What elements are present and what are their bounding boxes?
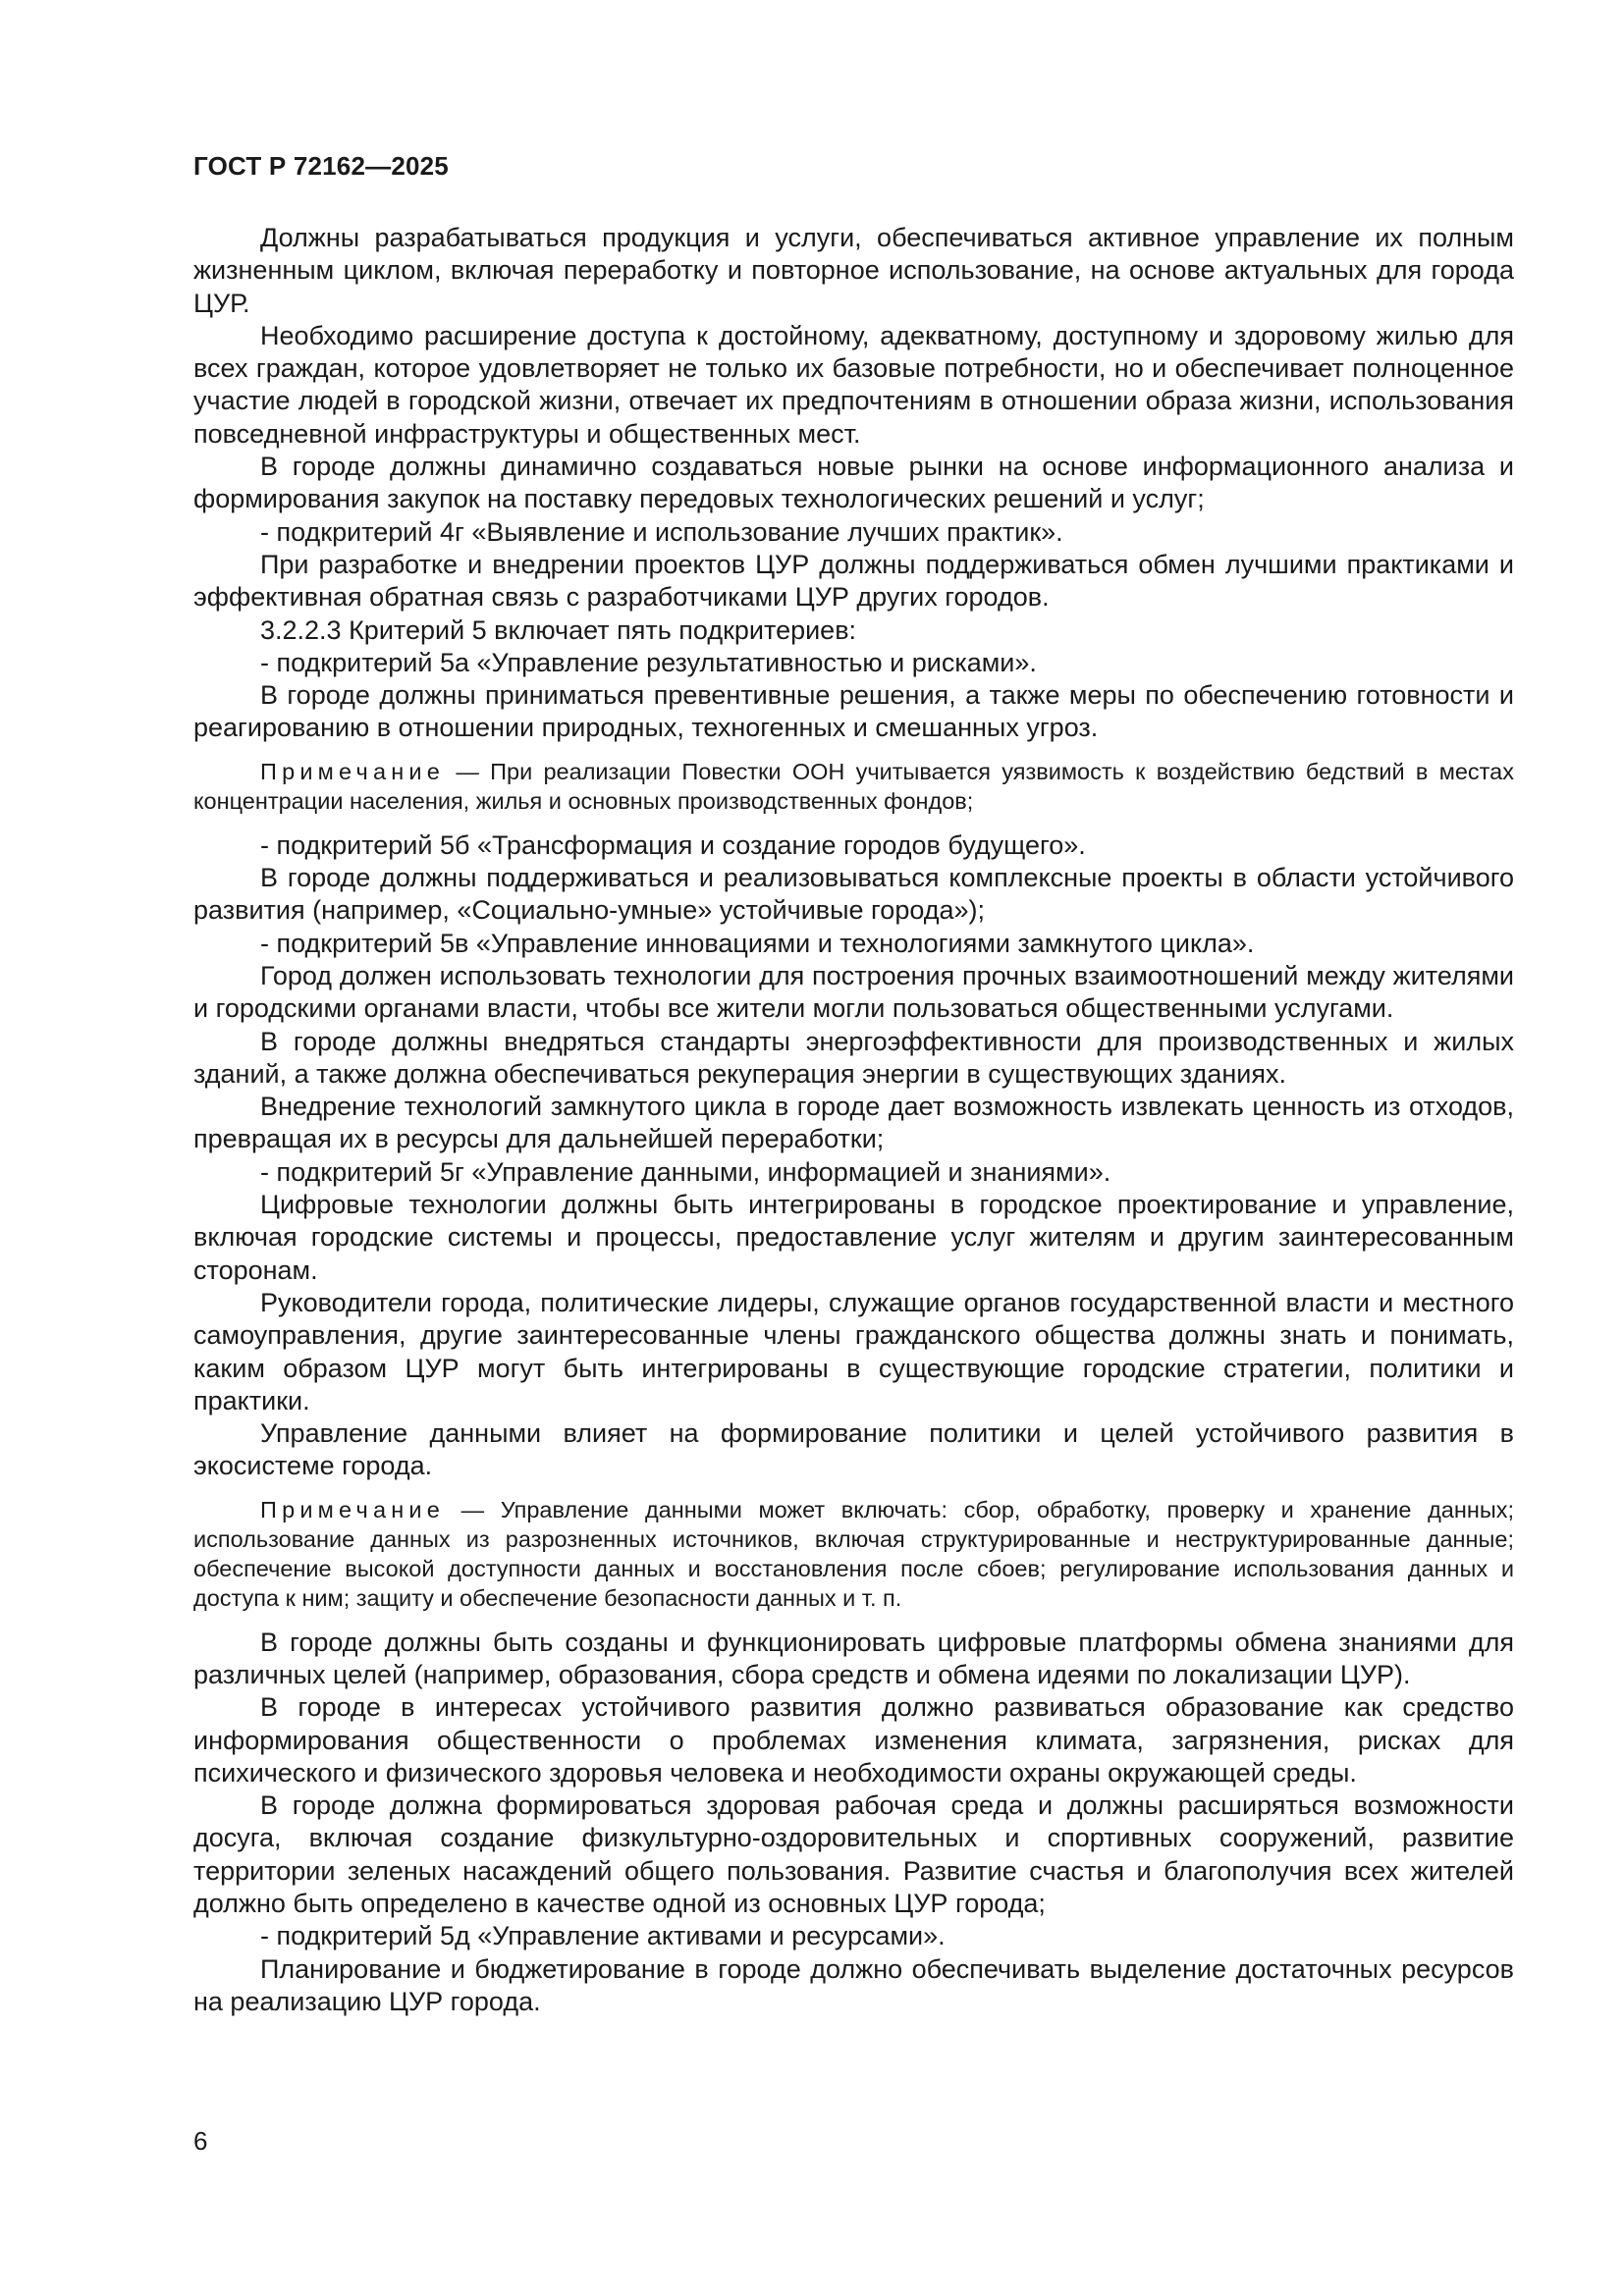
document-header: ГОСТ Р 72162—2025: [193, 151, 449, 181]
paragraph: В городе должны приниматься превентивные решения, а также меры по обеспечению готовности и реагированию в отношении природных, техногенных и смешанных угроз.: [193, 680, 1514, 743]
list-item-subcriterion-5v: - подкритерий 5в «Управление инновациями и технологиями замкнутого цикла».: [260, 928, 1255, 958]
paragraph: При разработке и внедрении проектов ЦУР должны поддерживаться обмен лучшими практиками и эффективная обратная связь с разработчиками ЦУР других городов.: [193, 549, 1514, 613]
paragraph: В городе должны поддерживаться и реализовываться комплексные проекты в области устойчивого развития (например, «Социально-умные» устойчивые города»);: [193, 863, 1514, 926]
note-block: [193, 1495, 1514, 1613]
paragraph: В городе должны быть созданы и функционировать цифровые платформы обмена знаниями для различных целей (например, образования, сбора средств и обмена идеями по локализации ЦУР).: [193, 1627, 1514, 1689]
list-item-subcriterion-5a: - подкритерий 5а «Управление результативностью и рисками».: [260, 647, 1037, 677]
paragraph: В городе должна формироваться здоровая рабочая среда и должны расширяться возможности досуга, включая создание физкультурно-оздоровительных и спортивных сооружений, развитие территории зеленых насаждений общего пользования. Развитие счастья и благополучия всех жителей должно быть определено в качестве одной из основных ЦУР города;: [193, 1790, 1514, 1919]
paragraph: Необходимо расширение доступа к достойному, адекватному, доступному и здоровому жилью для всех граждан, которое удовлетворяет не только их базовые потребности, но и обеспечивает полноценное участие людей в городской жизни, отвечает их предпочтениям в отношении образа жизни, использования повседневной инфраструктуры и общественных мест.: [193, 320, 1514, 449]
paragraph: Цифровые технологии должны быть интегрированы в городское проектирование и управление, включая городские системы и процессы, предоставление услуг жителям и другим заинтересованным сторонам.: [193, 1190, 1514, 1285]
note-label: Примечание: [260, 758, 446, 784]
paragraph: В городе в интересах устойчивого развития должно развиваться образование как средство информирования общественности о проблемах изменения климата, загрязнения, рисках для психического и физического здоровья человека и необходимости охраны окружающей среды.: [193, 1692, 1514, 1788]
paragraph: Должны разрабатываться продукция и услуги, обеспечиваться активное управление их полным жизненным циклом, включая переработку и повторное использование, на основе актуальных для города ЦУР.: [193, 223, 1514, 318]
paragraph: Управление данными влияет на формирование политики и целей устойчивого развития в экосистеме города.: [193, 1418, 1514, 1481]
list-item-subcriterion-4g: - подкритерий 4г «Выявление и использование лучших практик».: [260, 516, 1063, 547]
paragraph: Город должен использовать технологии для построения прочных взаимоотношений между жителями и городскими органами власти, чтобы все жители могли пользоваться общественными услугами.: [193, 960, 1514, 1024]
list-item-subcriterion-5d: - подкритерий 5д «Управление активами и ресурсами».: [260, 1921, 946, 1951]
paragraph: Планирование и бюджетирование в городе должно обеспечивать выделение достаточных ресурсов на реализацию ЦУР города.: [193, 1953, 1514, 2016]
paragraph: Руководители города, политические лидеры, служащие органов государственной власти и местного самоуправления, другие заинтересованные члены гражданского общества должны знать и понимать, каким образом ЦУР могут быть интегрированы в существующие городские стратегии, политики и практики.: [193, 1287, 1514, 1415]
document-body: [193, 222, 1514, 2018]
paragraph: В городе должны внедряться стандарты энергоэффективности для производственных и жилых зданий, а также должна обеспечиваться рекуперация энергии в существующих зданиях.: [193, 1026, 1514, 1089]
section-clause: 3.2.2.3 Критерий 5 включает пять подкритериев:: [260, 614, 857, 645]
note-block: [193, 757, 1514, 816]
paragraph: В городе должны динамично создаваться новые рынки на основе информационного анализа и формирования закупок на поставку передовых технологических решений и услуг;: [193, 452, 1514, 514]
note-text: — При реализации Повестки ООН учитывается уязвимость к воздействию бедствий в местах концентрации населения, жилья и основных производственных фондов;: [193, 758, 1514, 814]
paragraph: Внедрение технологий замкнутого цикла в городе дает возможность извлекать ценность из отходов, превращая их в ресурсы для дальнейшей переработки;: [193, 1092, 1514, 1154]
page-number: 6: [193, 2126, 208, 2156]
note-text: — Управление данными может включать: сбор, обработку, проверку и хранение данных; использование данных из разрозненных источников, включая структурированные и неструктурированные данные; обеспечение высокой доступности данных и восстановления после сбоев; регулирование использования данных и доступа к ним; защиту и обеспечение безопасности данных и т. п.: [193, 1496, 1514, 1611]
list-item-subcriterion-5b: - подкритерий 5б «Трансформация и создание городов будущего».: [260, 829, 1086, 860]
note-label: Примечание: [260, 1496, 446, 1522]
list-item-subcriterion-5g: - подкритерий 5г «Управление данными, информацией и знаниями».: [260, 1156, 1111, 1187]
